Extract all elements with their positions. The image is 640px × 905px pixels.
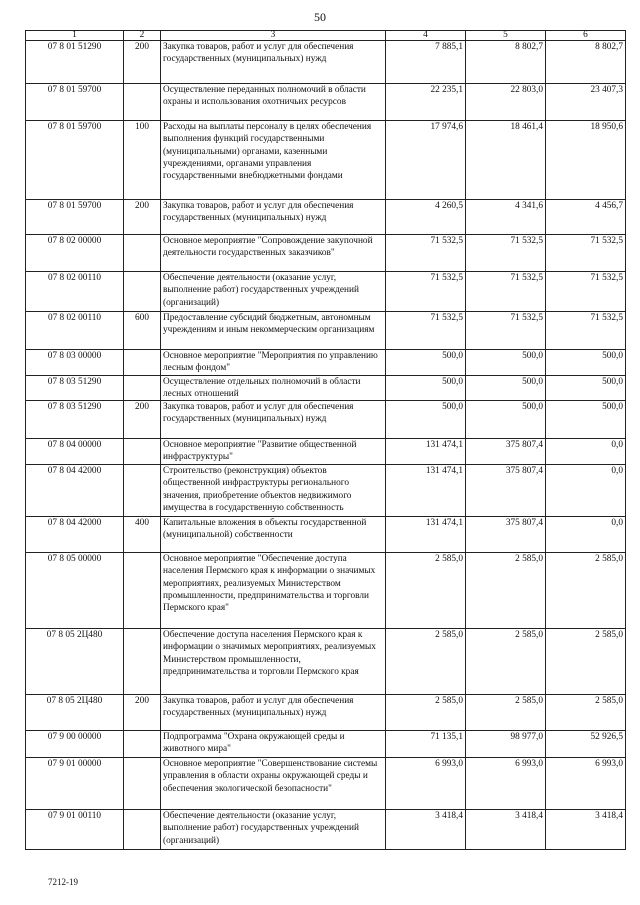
expense-type-code — [124, 84, 161, 121]
expense-type-code: 200 — [124, 695, 161, 731]
column-header: 4 — [386, 31, 466, 41]
amount-col5: 375 807,4 — [466, 517, 546, 553]
amount-col5: 500,0 — [466, 350, 546, 376]
table-row — [26, 41, 626, 84]
expense-type-code — [124, 465, 161, 517]
expense-type-code: 400 — [124, 517, 161, 553]
page-number: 50 — [314, 10, 326, 24]
table-row — [26, 375, 626, 401]
amount-col4: 71 135,1 — [386, 731, 466, 758]
table-header-row — [26, 31, 626, 41]
item-name: Осуществление переданных полномочий в области охраны и использования охотничьих ресурсов — [161, 84, 386, 121]
target-article-code: 07 8 04 42000 — [26, 465, 124, 517]
item-name: Капитальные вложения в объекты государственной (муниципальной) собственности — [161, 517, 386, 553]
amount-col4: 3 418,4 — [386, 810, 466, 850]
amount-col5: 2 585,0 — [466, 695, 546, 731]
target-article-code: 07 9 00 00000 — [26, 731, 124, 758]
item-name: Осуществление отдельных полномочий в области лесных отношений — [161, 375, 386, 401]
amount-col5: 500,0 — [466, 401, 546, 439]
amount-col6: 4 456,7 — [546, 200, 626, 235]
amount-col6: 3 418,4 — [546, 810, 626, 850]
amount-col4: 6 993,0 — [386, 758, 466, 810]
expense-type-code: 600 — [124, 312, 161, 350]
table-row — [26, 312, 626, 350]
amount-col4: 131 474,1 — [386, 439, 466, 465]
table-row — [26, 629, 626, 695]
amount-col6: 2 585,0 — [546, 629, 626, 695]
expense-type-code — [124, 350, 161, 376]
table-row — [26, 84, 626, 121]
amount-col5: 71 532,5 — [466, 272, 546, 312]
item-name: Закупка товаров, работ и услуг для обеспечения государственных (муниципальных) нужд — [161, 401, 386, 439]
amount-col6: 71 532,5 — [546, 312, 626, 350]
amount-col6: 500,0 — [546, 401, 626, 439]
amount-col4: 71 532,5 — [386, 235, 466, 272]
expense-type-code: 200 — [124, 200, 161, 235]
item-name: Подпрограмма "Охрана окружающей среды и животного мира" — [161, 731, 386, 758]
target-article-code: 07 9 01 00000 — [26, 758, 124, 810]
table-row — [26, 121, 626, 200]
item-name: Основное мероприятие "Обеспечение доступа населения Пермского края к информации о значимых мероприятиях, реализуемых Министерством промышленности, предпринимательства и торговли Пермского края" — [161, 553, 386, 629]
footer-document-code: 7212-19 — [48, 877, 78, 887]
table-row — [26, 553, 626, 629]
item-name: Основное мероприятие "Мероприятия по управлению лесным фондом" — [161, 350, 386, 376]
target-article-code: 07 8 05 00000 — [26, 553, 124, 629]
amount-col4: 500,0 — [386, 375, 466, 401]
item-name: Обеспечение деятельности (оказание услуг, выполнение работ) государственных учреждений (организаций) — [161, 272, 386, 312]
amount-col5: 6 993,0 — [466, 758, 546, 810]
table-row — [26, 235, 626, 272]
table-row — [26, 439, 626, 465]
expense-type-code: 100 — [124, 121, 161, 200]
amount-col4: 2 585,0 — [386, 695, 466, 731]
expense-type-code: 200 — [124, 41, 161, 84]
item-name: Основное мероприятие "Совершенствование системы управления в области охраны окружающей среды и обеспечения экологической безопасности" — [161, 758, 386, 810]
target-article-code: 07 8 03 00000 — [26, 350, 124, 376]
amount-col4: 131 474,1 — [386, 465, 466, 517]
target-article-code: 07 8 01 59700 — [26, 84, 124, 121]
target-article-code: 07 8 02 00110 — [26, 272, 124, 312]
amount-col6: 500,0 — [546, 350, 626, 376]
column-header: 5 — [466, 31, 546, 41]
target-article-code: 07 8 02 00110 — [26, 312, 124, 350]
amount-col6: 23 407,3 — [546, 84, 626, 121]
expense-type-code: 200 — [124, 401, 161, 439]
expense-type-code — [124, 731, 161, 758]
expense-type-code — [124, 629, 161, 695]
item-name: Основное мероприятие "Сопровождение закупочной деятельности государственных заказчиков" — [161, 235, 386, 272]
amount-col5: 3 418,4 — [466, 810, 546, 850]
target-article-code: 07 8 04 00000 — [26, 439, 124, 465]
amount-col6: 2 585,0 — [546, 553, 626, 629]
amount-col5: 375 807,4 — [466, 465, 546, 517]
table-row — [26, 758, 626, 810]
item-name: Обеспечение доступа населения Пермского края к информации о значимых мероприятиях, реализуемых Министерством промышленности, предпринимательства и торговли Пермского края — [161, 629, 386, 695]
amount-col4: 500,0 — [386, 350, 466, 376]
target-article-code: 07 8 02 00000 — [26, 235, 124, 272]
amount-col5: 500,0 — [466, 375, 546, 401]
expense-type-code — [124, 553, 161, 629]
amount-col6: 52 926,5 — [546, 731, 626, 758]
amount-col4: 500,0 — [386, 401, 466, 439]
target-article-code: 07 8 01 59700 — [26, 200, 124, 235]
amount-col6: 71 532,5 — [546, 272, 626, 312]
amount-col6: 0,0 — [546, 439, 626, 465]
table-row — [26, 350, 626, 376]
amount-col6: 500,0 — [546, 375, 626, 401]
amount-col6: 2 585,0 — [546, 695, 626, 731]
item-name: Закупка товаров, работ и услуг для обеспечения государственных (муниципальных) нужд — [161, 41, 386, 84]
amount-col4: 17 974,6 — [386, 121, 466, 200]
amount-col5: 71 532,5 — [466, 235, 546, 272]
amount-col4: 2 585,0 — [386, 629, 466, 695]
expense-type-code — [124, 375, 161, 401]
column-header: 1 — [26, 31, 124, 41]
amount-col4: 131 474,1 — [386, 517, 466, 553]
item-name: Закупка товаров, работ и услуг для обеспечения государственных (муниципальных) нужд — [161, 200, 386, 235]
table-row — [26, 517, 626, 553]
target-article-code: 07 8 03 51290 — [26, 401, 124, 439]
column-header: 2 — [124, 31, 161, 41]
column-header: 6 — [546, 31, 626, 41]
item-name: Предоставление субсидий бюджетным, автономным учреждениям и иным некоммерческим организациям — [161, 312, 386, 350]
table-row — [26, 401, 626, 439]
amount-col4: 71 532,5 — [386, 272, 466, 312]
column-header: 3 — [161, 31, 386, 41]
amount-col5: 4 341,6 — [466, 200, 546, 235]
amount-col5: 2 585,0 — [466, 553, 546, 629]
table-row — [26, 465, 626, 517]
table-row — [26, 272, 626, 312]
amount-col5: 375 807,4 — [466, 439, 546, 465]
target-article-code: 07 8 03 51290 — [26, 375, 124, 401]
expense-type-code — [124, 235, 161, 272]
amount-col5: 18 461,4 — [466, 121, 546, 200]
target-article-code: 07 8 05 2Ц480 — [26, 629, 124, 695]
table-row — [26, 200, 626, 235]
amount-col6: 71 532,5 — [546, 235, 626, 272]
amount-col5: 71 532,5 — [466, 312, 546, 350]
amount-col4: 4 260,5 — [386, 200, 466, 235]
expense-type-code — [124, 439, 161, 465]
table-row — [26, 731, 626, 758]
amount-col4: 22 235,1 — [386, 84, 466, 121]
item-name: Закупка товаров, работ и услуг для обеспечения государственных (муниципальных) нужд — [161, 695, 386, 731]
amount-col6: 6 993,0 — [546, 758, 626, 810]
table-row — [26, 810, 626, 850]
item-name: Обеспечение деятельности (оказание услуг, выполнение работ) государственных учреждений (организаций) — [161, 810, 386, 850]
item-name: Расходы на выплаты персоналу в целях обеспечения выполнения функций государственными (муниципальными) органами, казенными учреждениями, органами управления государственными внебюджетными фондами — [161, 121, 386, 200]
table-row — [26, 695, 626, 731]
expense-type-code — [124, 758, 161, 810]
amount-col6: 0,0 — [546, 465, 626, 517]
target-article-code: 07 8 01 51290 — [26, 41, 124, 84]
target-article-code: 07 8 01 59700 — [26, 121, 124, 200]
amount-col5: 2 585,0 — [466, 629, 546, 695]
item-name: Строительство (реконструкция) объектов общественной инфраструктуры регионального значения, приобретение объектов недвижимого имущества в государственную собственность — [161, 465, 386, 517]
amount-col5: 22 803,0 — [466, 84, 546, 121]
target-article-code: 07 8 04 42000 — [26, 517, 124, 553]
budget-table — [25, 30, 626, 850]
amount-col6: 18 950,6 — [546, 121, 626, 200]
amount-col4: 2 585,0 — [386, 553, 466, 629]
amount-col5: 98 977,0 — [466, 731, 546, 758]
amount-col6: 8 802,7 — [546, 41, 626, 84]
expense-type-code — [124, 272, 161, 312]
amount-col4: 71 532,5 — [386, 312, 466, 350]
expense-type-code — [124, 810, 161, 850]
amount-col4: 7 885,1 — [386, 41, 466, 84]
amount-col5: 8 802,7 — [466, 41, 546, 84]
item-name: Основное мероприятие "Развитие общественной инфраструктуры" — [161, 439, 386, 465]
target-article-code: 07 8 05 2Ц480 — [26, 695, 124, 731]
target-article-code: 07 9 01 00110 — [26, 810, 124, 850]
amount-col6: 0,0 — [546, 517, 626, 553]
